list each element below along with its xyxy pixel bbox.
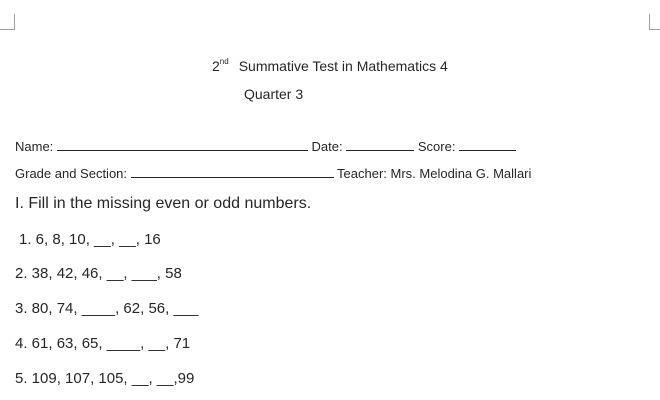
instruction-text: I. Fill in the missing even or odd numbers. <box>15 195 312 212</box>
teacher-text: Teacher: Mrs. Melodina G. Mallari <box>337 166 532 181</box>
question-item: 2. 38, 42, 46, __, ___, 58 <box>15 265 182 282</box>
margin-corner-mark-right <box>649 14 660 30</box>
date-blank <box>346 140 414 151</box>
question-item: 5. 109, 107, 105, __, __,99 <box>15 370 195 387</box>
date-label: Date: <box>311 139 343 154</box>
name-label: Name: <box>15 139 54 154</box>
title-ordinal-number: 2 <box>212 58 220 74</box>
title-ordinal-suffix: nd <box>219 57 229 67</box>
document-subtitle: Quarter 3 <box>244 86 304 102</box>
question-item: 1. 6, 8, 10, __, __, 16 <box>19 231 161 248</box>
document-title <box>212 59 448 73</box>
question-item: 4. 61, 63, 65, ____, __, 71 <box>15 335 191 352</box>
grade-teacher-row <box>15 167 531 180</box>
title-text: Summative Test in Mathematics 4 <box>238 58 448 74</box>
grade-section-label: Grade and Section: <box>15 166 128 181</box>
score-label: Score: <box>417 139 456 154</box>
margin-corner-mark-left <box>0 14 15 30</box>
name-date-score-row <box>15 140 516 153</box>
name-blank <box>57 140 308 151</box>
score-blank <box>459 140 516 151</box>
question-item: 3. 80, 74, ____, 62, 56, ___ <box>15 300 199 317</box>
grade-section-blank <box>131 167 334 178</box>
